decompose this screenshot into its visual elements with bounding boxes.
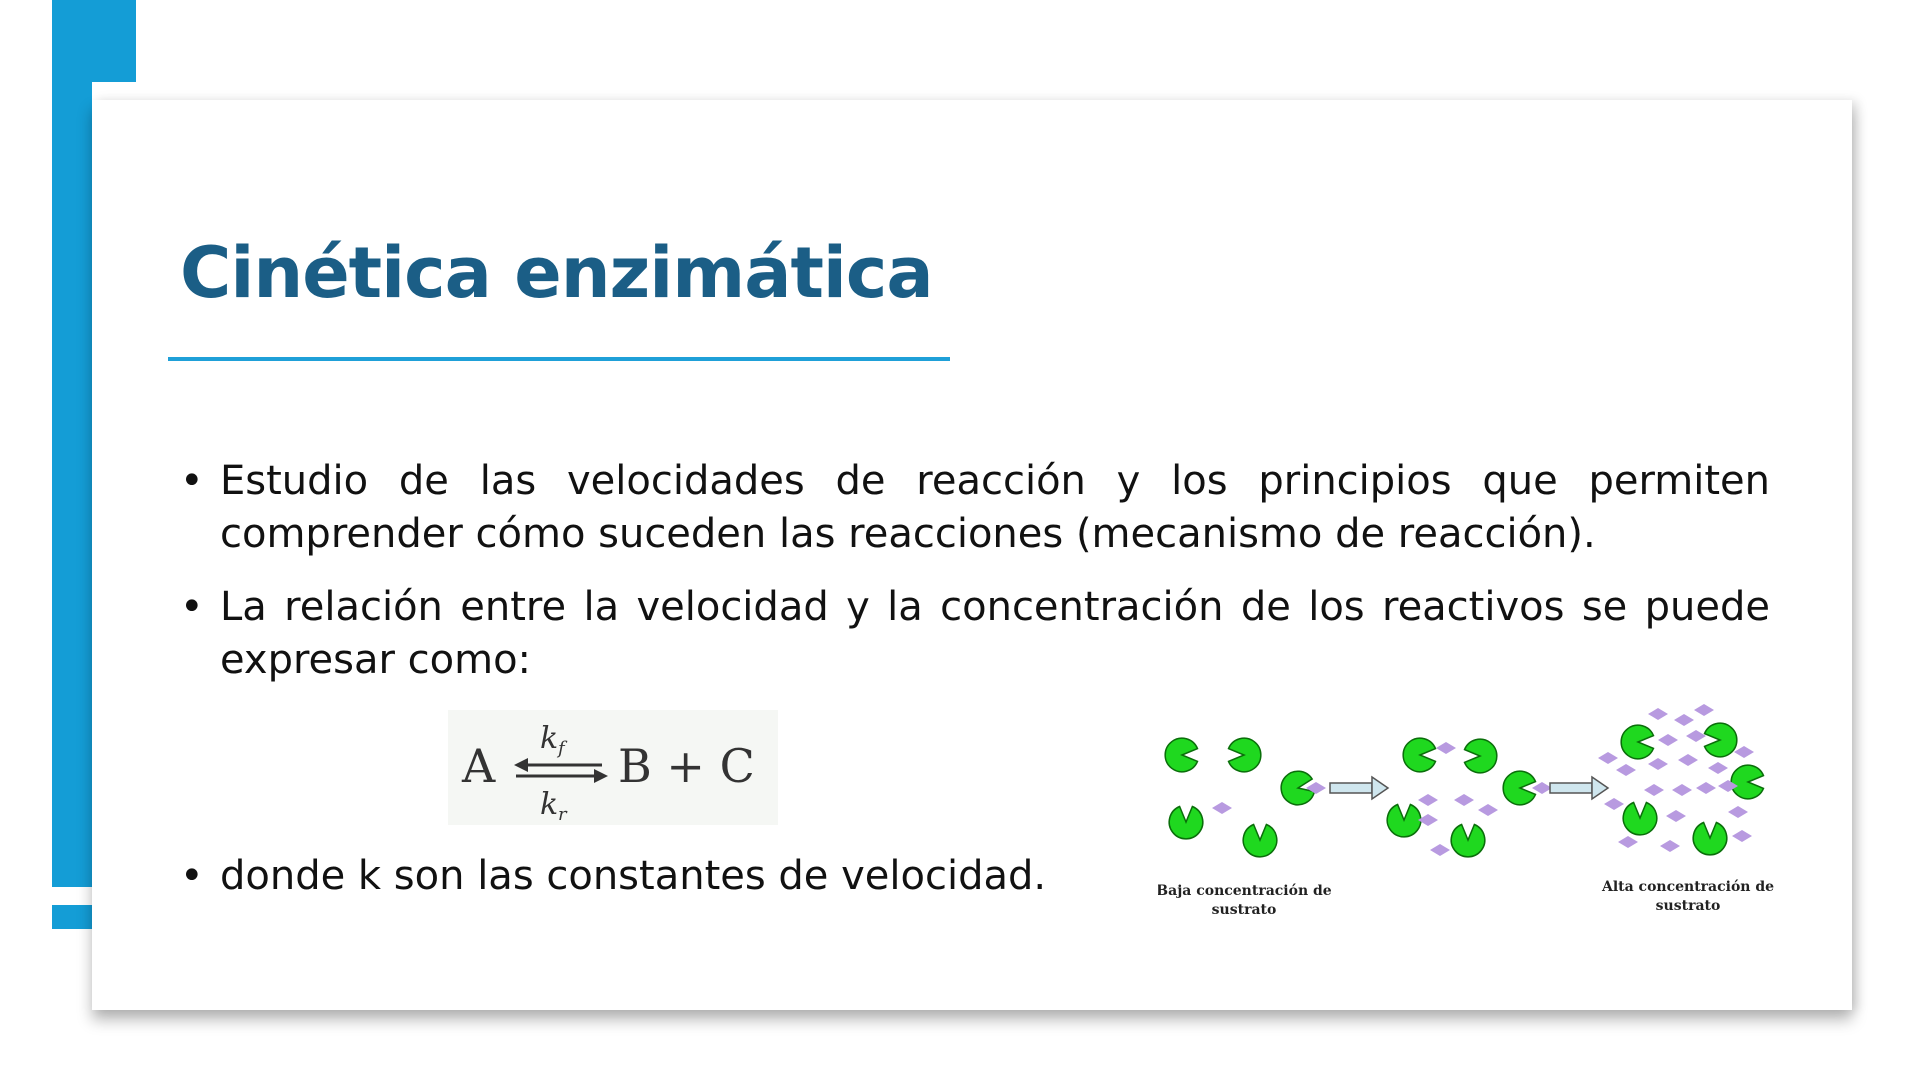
- enzyme-icon: [1165, 738, 1197, 772]
- enzyme-substrate-figure: [1158, 700, 1778, 925]
- arrow-icon: [1330, 777, 1388, 799]
- title-underline: [168, 357, 950, 361]
- enzyme-icon: [1243, 825, 1277, 857]
- accent-block-small: [52, 905, 92, 929]
- enzyme-icon: [1623, 803, 1657, 835]
- k-forward-subscript: f: [558, 738, 565, 759]
- substrate-icon: [1674, 714, 1694, 726]
- substrate-icon: [1430, 844, 1450, 856]
- substrate-icon: [1604, 798, 1624, 810]
- low-concentration-label: Baja concentración de: [1158, 883, 1332, 899]
- substrate-icon: [1734, 746, 1754, 758]
- high-concentration-group: [1598, 704, 1764, 855]
- enzyme-icon: [1693, 823, 1727, 855]
- substrate-icon: [1418, 794, 1438, 806]
- accent-bar-left: [52, 82, 92, 887]
- high-concentration-label-line2: sustrato: [1655, 898, 1721, 914]
- substrate-icon: [1644, 784, 1664, 796]
- substrate-icon: [1660, 840, 1680, 852]
- enzyme-icon: [1451, 825, 1485, 857]
- substrate-icon: [1728, 806, 1748, 818]
- substrate-icon: [1686, 730, 1706, 742]
- enzyme-icon: [1403, 738, 1435, 772]
- enzyme-icon: [1731, 765, 1763, 799]
- bullet-item: • La relación entre la velocidad y la concentración de los reactivos se puede expresar como:: [180, 581, 1770, 687]
- enzyme-icon: [1229, 738, 1261, 772]
- enzyme-icon: [1465, 739, 1497, 773]
- substrate-icon: [1598, 752, 1618, 764]
- enzyme-icon: [1387, 805, 1421, 837]
- substrate-icon: [1648, 758, 1668, 770]
- rate-equation: [448, 710, 778, 825]
- low-concentration-group: [1165, 738, 1326, 857]
- equation-products: B + C: [618, 739, 755, 793]
- substrate-icon: [1648, 708, 1668, 720]
- equation-reactant: A: [462, 739, 496, 793]
- bullet-item: • Estudio de las velocidades de reacción y los principios que permiten comprender cómo suceden las reacciones (mecanismo de reacción).: [180, 455, 1770, 561]
- substrate-icon: [1678, 754, 1698, 766]
- medium-concentration-group: [1387, 738, 1552, 857]
- substrate-icon: [1694, 704, 1714, 716]
- substrate-icon: [1732, 830, 1752, 842]
- substrate-icon: [1672, 784, 1692, 796]
- bullet-list: [180, 455, 1770, 707]
- substrate-icon: [1436, 742, 1456, 754]
- enzyme-icon: [1503, 771, 1535, 805]
- substrate-icon: [1666, 810, 1686, 822]
- k-forward: k: [540, 721, 559, 756]
- substrate-icon: [1212, 802, 1232, 814]
- substrate-icon: [1478, 804, 1498, 816]
- k-reverse-subscript: r: [558, 804, 567, 825]
- forward-arrow-head: [594, 769, 608, 783]
- arrow-icon: [1550, 777, 1608, 799]
- substrate-icon: [1616, 764, 1636, 776]
- k-reverse: k: [540, 787, 559, 822]
- substrate-icon: [1696, 782, 1716, 794]
- enzyme-icon: [1169, 807, 1203, 839]
- substrate-icon: [1532, 782, 1552, 794]
- high-concentration-label: Alta concentración de: [1601, 879, 1775, 895]
- bullet-item: • donde k son las constantes de velocidad.: [180, 850, 1120, 903]
- slide-title: Cinética enzimática: [180, 232, 933, 314]
- substrate-icon: [1454, 794, 1474, 806]
- accent-block-top: [52, 0, 136, 82]
- reverse-arrow-head: [514, 758, 528, 772]
- substrate-icon: [1618, 836, 1638, 848]
- low-concentration-label-line2: sustrato: [1211, 902, 1277, 918]
- substrate-icon: [1708, 762, 1728, 774]
- substrate-icon: [1658, 734, 1678, 746]
- enzyme-icon: [1705, 723, 1737, 757]
- enzyme-icon: [1621, 725, 1653, 759]
